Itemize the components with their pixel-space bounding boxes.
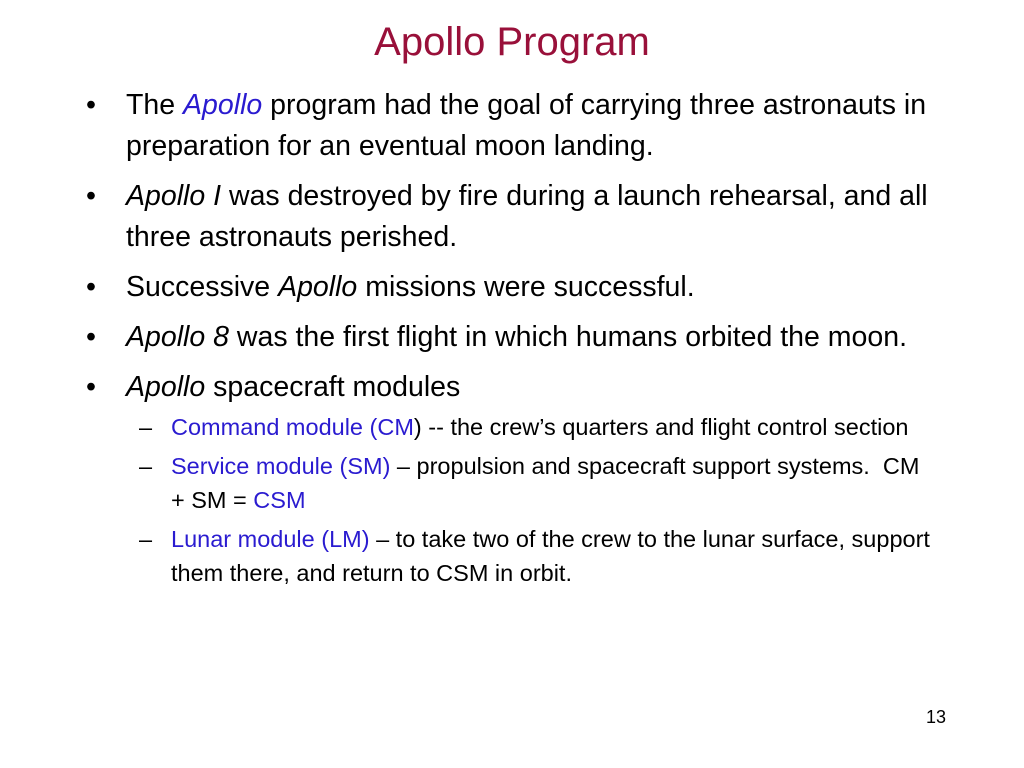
bullet-emphasis: Apollo I	[126, 180, 222, 212]
bullet-text: was destroyed by fire during a launch rehearsal, and all three astronauts perished.	[126, 180, 928, 253]
sub-marker: –	[139, 526, 153, 552]
bullet-emphasis: Apollo 8	[126, 321, 229, 353]
bullet-item-apollo-goal	[86, 85, 936, 167]
bullet-text: was the first flight in which humans orbited the moon.	[229, 321, 908, 353]
sub-marker: –	[139, 414, 153, 440]
sub-text: ) -- the crew’s quarters and flight control section	[413, 414, 909, 440]
sub-text: – to take two of the crew to the lunar surface, support them there, and return to CSM in orbit.	[171, 526, 930, 586]
sub-item-command-module	[126, 410, 936, 444]
sub-item-service-module	[126, 449, 936, 517]
bullet-item-apollo-i	[86, 176, 936, 258]
sub-item-lunar-module	[126, 522, 936, 590]
bullet-emphasis: Apollo	[126, 371, 206, 403]
sub-term: Lunar module (LM)	[171, 526, 370, 552]
bullet-item-apollo-8	[86, 317, 936, 358]
bullet-text: The	[126, 89, 184, 121]
bullet-list	[86, 85, 936, 599]
sub-term: Command module (CM	[171, 414, 414, 440]
sub-term: Service module (SM)	[171, 453, 391, 479]
bullet-marker: •	[86, 180, 96, 212]
bullet-marker: •	[86, 321, 96, 353]
bullet-item-successive-missions	[86, 267, 936, 308]
sub-marker: –	[139, 453, 153, 479]
page-number: 13	[925, 707, 946, 727]
bullet-text: spacecraft modules	[205, 371, 461, 403]
bullet-marker: •	[86, 89, 96, 121]
sub-term-csm: CSM	[253, 487, 306, 513]
sub-bullet-list	[126, 410, 936, 590]
bullet-text: program had the goal of carrying three astronauts in preparation for an eventual moon landing.	[126, 89, 927, 162]
bullet-emphasis: Apollo	[183, 89, 263, 121]
bullet-marker: •	[86, 271, 96, 303]
bullet-marker: •	[86, 371, 96, 403]
bullet-text: missions were successful.	[357, 271, 695, 303]
slide-title: Apollo Program	[374, 20, 650, 64]
bullet-emphasis: Apollo	[278, 271, 358, 303]
bullet-item-spacecraft-modules	[86, 367, 936, 590]
bullet-text: Successive	[126, 271, 279, 303]
sub-text: – propulsion and spacecraft support systems. CM + SM =	[171, 453, 926, 513]
